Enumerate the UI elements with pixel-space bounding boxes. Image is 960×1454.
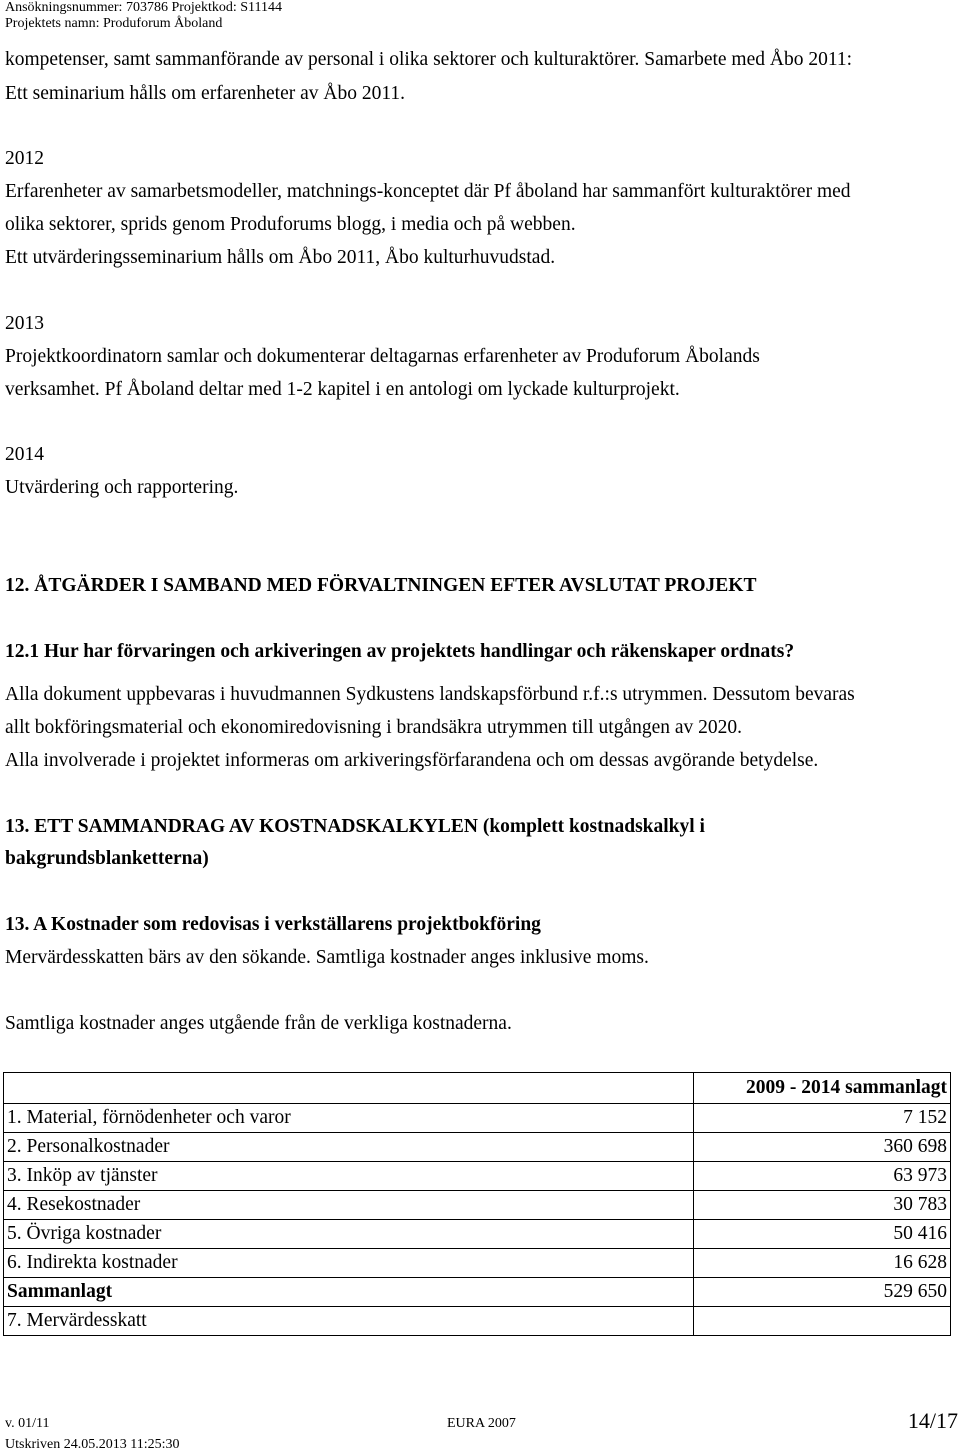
paragraph-line: Samtliga kostnader anges utgående från de verkliga kostnaderna. — [5, 1013, 512, 1034]
table-row — [4, 1104, 951, 1133]
row-label: 3. Inköp av tjänster — [4, 1162, 694, 1191]
header-application-number: Ansökningsnummer: 703786 Projektkod: S11144 — [5, 0, 283, 15]
footer-eura: EURA 2007 — [447, 1416, 516, 1431]
footer-page-number: 14/17 — [907, 1408, 958, 1433]
paragraph-line: verksamhet. Pf Åboland deltar med 1-2 kapitel i en antologi om lyckade kulturprojekt. — [5, 379, 680, 400]
paragraph-line: Alla involverade i projektet informeras om arkiveringsförfarandena och om dessas avgörande betydelse. — [5, 750, 819, 771]
row-value: 50 416 — [694, 1220, 951, 1249]
row-label: 2. Personalkostnader — [4, 1133, 694, 1162]
row-value: 360 698 — [694, 1133, 951, 1162]
paragraph-line: Utvärdering och rapportering. — [5, 477, 239, 498]
subsection-heading-13a: 13. A Kostnader som redovisas i verkställarens projektbokföring — [5, 914, 541, 935]
paragraph-line: Mervärdesskatten bärs av den sökande. Samtliga kostnader anges inklusive moms. — [5, 947, 649, 968]
table-total-row — [4, 1278, 951, 1307]
row-label: Sammanlagt — [4, 1278, 694, 1307]
row-value: 7 152 — [694, 1104, 951, 1133]
row-value — [694, 1307, 951, 1336]
table-row — [4, 1162, 951, 1191]
year-heading-2012: 2012 — [5, 148, 44, 169]
row-label: 7. Mervärdesskatt — [4, 1307, 694, 1336]
section-heading-13-cont: bakgrundsblanketterna) — [5, 848, 209, 869]
subsection-heading-12-1: 12.1 Hur har förvaringen och arkiveringen av projektets handlingar och räkenskaper ordnats? — [5, 641, 795, 662]
paragraph-line: allt bokföringsmaterial och ekonomiredovisning i brandsäkra utrymmen till utgången av 2020. — [5, 717, 743, 738]
paragraph-line: Ett utvärderingsseminarium hålls om Åbo 2011, Åbo kulturhuvudstad. — [5, 247, 556, 268]
table-header-cell: 2009 - 2014 sammanlagt — [694, 1073, 951, 1104]
paragraph-line: olika sektorer, sprids genom Produforums blogg, i media och på webben. — [5, 214, 576, 235]
row-value: 63 973 — [694, 1162, 951, 1191]
footer-printed-date: Utskriven 24.05.2013 11:25:30 — [5, 1437, 180, 1452]
year-heading-2014: 2014 — [5, 444, 44, 465]
year-heading-2013: 2013 — [5, 313, 44, 334]
table-row — [4, 1307, 951, 1336]
footer-version: v. 01/11 — [5, 1416, 50, 1431]
table-row — [4, 1191, 951, 1220]
table-header-row — [4, 1073, 951, 1104]
row-label: 1. Material, förnödenheter och varor — [4, 1104, 694, 1133]
paragraph-line: Ett seminarium hålls om erfarenheter av Åbo 2011. — [5, 83, 405, 104]
row-value: 529 650 — [694, 1278, 951, 1307]
table-header-empty-cell — [4, 1073, 694, 1104]
header-project-name: Projektets namn: Produforum Åboland — [5, 16, 223, 31]
row-label: 6. Indirekta kostnader — [4, 1249, 694, 1278]
row-value: 16 628 — [694, 1249, 951, 1278]
table-row — [4, 1249, 951, 1278]
row-value: 30 783 — [694, 1191, 951, 1220]
section-heading-12: 12. ÅTGÄRDER I SAMBAND MED FÖRVALTNINGEN EFTER AVSLUTAT PROJEKT — [5, 575, 757, 596]
row-label: 5. Övriga kostnader — [4, 1220, 694, 1249]
cost-summary-table — [3, 1072, 951, 1336]
section-heading-13: 13. ETT SAMMANDRAG AV KOSTNADSKALKYLEN (komplett kostnadskalkyl i — [5, 816, 705, 837]
row-label: 4. Resekostnader — [4, 1191, 694, 1220]
paragraph-line: kompetenser, samt sammanförande av personal i olika sektorer och kulturaktörer. Samarbete med Åbo 2011: — [5, 49, 853, 70]
paragraph-line: Alla dokument uppbevaras i huvudmannen Sydkustens landskapsförbund r.f.:s utrymmen. Dessutom bevaras — [5, 684, 855, 705]
paragraph-line: Projektkoordinatorn samlar och dokumenterar deltagarnas erfarenheter av Produforum Åbolands — [5, 346, 760, 367]
table-row — [4, 1133, 951, 1162]
paragraph-line: Erfarenheter av samarbetsmodeller, matchnings-konceptet där Pf åboland har sammanfört kulturaktörer med — [5, 181, 851, 202]
table-row — [4, 1220, 951, 1249]
